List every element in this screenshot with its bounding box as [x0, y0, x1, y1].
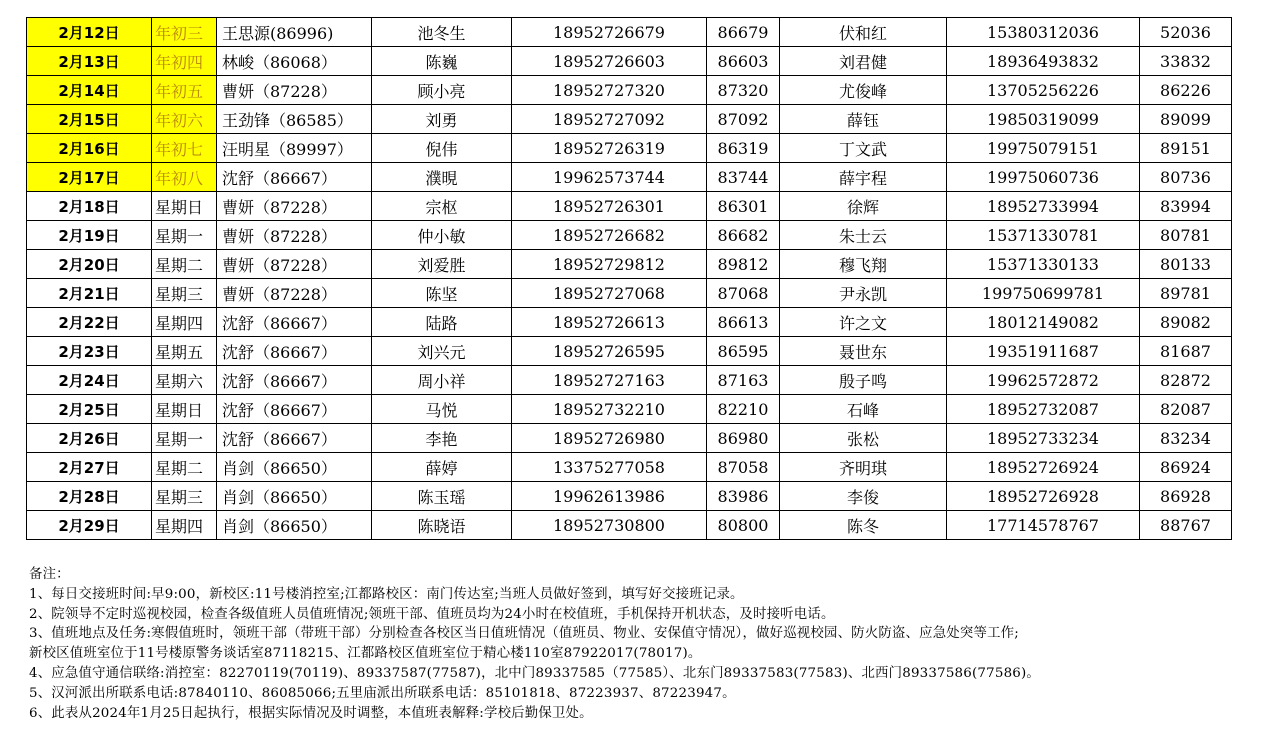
staff-phone-cell: 18952727068 — [512, 279, 707, 308]
note-line: 6、此表从2024年1月25日起执行，根据实际情况及时调整，本值班表解释:学校后勤保卫处。 — [29, 705, 593, 721]
staff-ext-cell: 86595 — [707, 337, 780, 366]
staff-ext-cell: 86682 — [707, 221, 780, 250]
leader-cell: 沈舒（86667） — [217, 424, 372, 453]
leader-cell: 沈舒（86667） — [217, 308, 372, 337]
date-cell: 2月29日 — [27, 511, 152, 540]
officer-phone-cell: 18952726928 — [947, 482, 1140, 511]
officer-name-cell: 陈冬 — [780, 511, 947, 540]
table-row — [27, 250, 1232, 279]
officer-phone-cell: 15371330781 — [947, 221, 1140, 250]
table-row — [27, 424, 1232, 453]
officer-phone-cell: 19975079151 — [947, 134, 1140, 163]
table-row — [27, 482, 1232, 511]
staff-name-cell: 仲小敏 — [372, 221, 512, 250]
officer-ext-cell: 52036 — [1140, 18, 1232, 47]
staff-name-cell: 宗枢 — [372, 192, 512, 221]
staff-phone-cell: 18952727163 — [512, 366, 707, 395]
officer-phone-cell: 18952726924 — [947, 453, 1140, 482]
date-cell: 2月26日 — [27, 424, 152, 453]
officer-phone-cell: 18952733234 — [947, 424, 1140, 453]
officer-ext-cell: 86226 — [1140, 76, 1232, 105]
officer-ext-cell: 88767 — [1140, 511, 1232, 540]
officer-name-cell: 许之文 — [780, 308, 947, 337]
note-line: 2、院领导不定时巡视校园，检查各级值班人员值班情况;领班干部、值班员均为24小时在校值班，手机保持开机状态，及时接听电话。 — [29, 606, 835, 622]
staff-phone-cell: 18952726980 — [512, 424, 707, 453]
staff-phone-cell: 18952726301 — [512, 192, 707, 221]
staff-phone-cell: 19962573744 — [512, 163, 707, 192]
weekday-cell: 星期一 — [152, 424, 217, 453]
table-row — [27, 76, 1232, 105]
officer-phone-cell: 17714578767 — [947, 511, 1140, 540]
officer-phone-cell: 19975060736 — [947, 163, 1140, 192]
officer-name-cell: 尹永凯 — [780, 279, 947, 308]
weekday-cell: 星期五 — [152, 337, 217, 366]
officer-name-cell: 聂世东 — [780, 337, 947, 366]
notes-section — [29, 565, 1254, 723]
officer-phone-cell: 18952732087 — [947, 395, 1140, 424]
table-row — [27, 366, 1232, 395]
officer-ext-cell: 81687 — [1140, 337, 1232, 366]
leader-cell: 王劲锋（86585） — [217, 105, 372, 134]
officer-ext-cell: 86924 — [1140, 453, 1232, 482]
leader-cell: 肖剑（86650） — [217, 453, 372, 482]
staff-ext-cell: 86980 — [707, 424, 780, 453]
date-cell: 2月18日 — [27, 192, 152, 221]
officer-name-cell: 李俊 — [780, 482, 947, 511]
staff-name-cell: 陆路 — [372, 308, 512, 337]
date-cell: 2月28日 — [27, 482, 152, 511]
table-row — [27, 395, 1232, 424]
staff-phone-cell: 18952732210 — [512, 395, 707, 424]
date-cell: 2月14日 — [27, 76, 152, 105]
officer-phone-cell: 19351911687 — [947, 337, 1140, 366]
weekday-cell: 年初八 — [152, 163, 217, 192]
date-cell: 2月25日 — [27, 395, 152, 424]
date-cell: 2月15日 — [27, 105, 152, 134]
leader-cell: 林峻（86068） — [217, 47, 372, 76]
weekday-cell: 星期二 — [152, 453, 217, 482]
officer-ext-cell: 80781 — [1140, 221, 1232, 250]
note-line: 5、汉河派出所联系电话:87840110、86085066;五里庙派出所联系电话：85101818、87223937、87223947。 — [29, 685, 736, 701]
leader-cell: 汪明星（89997） — [217, 134, 372, 163]
leader-cell: 沈舒（86667） — [217, 163, 372, 192]
weekday-cell: 星期日 — [152, 395, 217, 424]
staff-ext-cell: 86613 — [707, 308, 780, 337]
note-line: 新校区值班室位于11号楼原警务谈话室87118215、江都路校区值班室位于精心楼110室87922017(78017)。 — [29, 646, 702, 662]
weekday-cell: 年初七 — [152, 134, 217, 163]
duty-roster-table — [26, 17, 1232, 540]
staff-phone-cell: 18952729812 — [512, 250, 707, 279]
staff-phone-cell: 18952726679 — [512, 18, 707, 47]
table-row — [27, 105, 1232, 134]
weekday-cell: 星期四 — [152, 308, 217, 337]
leader-cell: 肖剑（86650） — [217, 482, 372, 511]
officer-phone-cell: 15371330133 — [947, 250, 1140, 279]
officer-phone-cell: 18952733994 — [947, 192, 1140, 221]
staff-phone-cell: 18952727320 — [512, 76, 707, 105]
leader-cell: 沈舒（86667） — [217, 337, 372, 366]
weekday-cell: 年初四 — [152, 47, 217, 76]
officer-ext-cell: 89082 — [1140, 308, 1232, 337]
officer-phone-cell: 15380312036 — [947, 18, 1140, 47]
officer-phone-cell: 19850319099 — [947, 105, 1140, 134]
table-row — [27, 308, 1232, 337]
officer-ext-cell: 33832 — [1140, 47, 1232, 76]
officer-ext-cell: 89099 — [1140, 105, 1232, 134]
staff-ext-cell: 86319 — [707, 134, 780, 163]
staff-ext-cell: 87058 — [707, 453, 780, 482]
table-row — [27, 163, 1232, 192]
leader-cell: 沈舒（86667） — [217, 395, 372, 424]
officer-ext-cell: 82087 — [1140, 395, 1232, 424]
staff-phone-cell: 18952727092 — [512, 105, 707, 134]
officer-name-cell: 殷子鸣 — [780, 366, 947, 395]
officer-ext-cell: 89781 — [1140, 279, 1232, 308]
staff-name-cell: 顾小亮 — [372, 76, 512, 105]
weekday-cell: 年初五 — [152, 76, 217, 105]
staff-phone-cell: 18952730800 — [512, 511, 707, 540]
staff-phone-cell: 18952726319 — [512, 134, 707, 163]
staff-ext-cell: 86679 — [707, 18, 780, 47]
weekday-cell: 星期三 — [152, 279, 217, 308]
officer-phone-cell: 13705256226 — [947, 76, 1140, 105]
officer-name-cell: 穆飞翔 — [780, 250, 947, 279]
weekday-cell: 年初六 — [152, 105, 217, 134]
staff-ext-cell: 87320 — [707, 76, 780, 105]
staff-ext-cell: 87163 — [707, 366, 780, 395]
leader-cell: 曹妍（87228） — [217, 192, 372, 221]
staff-name-cell: 陈玉瑶 — [372, 482, 512, 511]
date-cell: 2月23日 — [27, 337, 152, 366]
staff-phone-cell: 18952726682 — [512, 221, 707, 250]
date-cell: 2月21日 — [27, 279, 152, 308]
note-line: 1、每日交接班时间:早9:00，新校区:11号楼消控室;江都路校区：南门传达室;当班人员做好签到，填写好交接班记录。 — [29, 586, 744, 602]
officer-name-cell: 伏和红 — [780, 18, 947, 47]
leader-cell: 曹妍（87228） — [217, 279, 372, 308]
staff-name-cell: 陈巍 — [372, 47, 512, 76]
date-cell: 2月24日 — [27, 366, 152, 395]
date-cell: 2月20日 — [27, 250, 152, 279]
weekday-cell: 年初三 — [152, 18, 217, 47]
date-cell: 2月17日 — [27, 163, 152, 192]
date-cell: 2月27日 — [27, 453, 152, 482]
officer-ext-cell: 83234 — [1140, 424, 1232, 453]
table-row — [27, 192, 1232, 221]
date-cell: 2月13日 — [27, 47, 152, 76]
staff-name-cell: 濮晛 — [372, 163, 512, 192]
date-cell: 2月16日 — [27, 134, 152, 163]
leader-cell: 肖剑（86650） — [217, 511, 372, 540]
staff-name-cell: 倪伟 — [372, 134, 512, 163]
staff-ext-cell: 87092 — [707, 105, 780, 134]
leader-cell: 曹妍（87228） — [217, 76, 372, 105]
table-row — [27, 18, 1232, 47]
staff-name-cell: 周小祥 — [372, 366, 512, 395]
table-row — [27, 337, 1232, 366]
officer-ext-cell: 83994 — [1140, 192, 1232, 221]
officer-name-cell: 薛宇程 — [780, 163, 947, 192]
date-cell: 2月22日 — [27, 308, 152, 337]
note-line: 4、应急值守通信联络:消控室：82270119(70119)、89337587(77587)，北中门89337585（77585）、北东门89337583(77583)、北西门89337586(77586)。 — [29, 665, 1041, 681]
officer-ext-cell: 80736 — [1140, 163, 1232, 192]
staff-phone-cell: 13375277058 — [512, 453, 707, 482]
weekday-cell: 星期日 — [152, 192, 217, 221]
officer-phone-cell: 19962572872 — [947, 366, 1140, 395]
staff-name-cell: 刘勇 — [372, 105, 512, 134]
staff-name-cell: 刘爱胜 — [372, 250, 512, 279]
leader-cell: 曹妍（87228） — [217, 221, 372, 250]
officer-phone-cell: 18936493832 — [947, 47, 1140, 76]
staff-ext-cell: 86603 — [707, 47, 780, 76]
leader-cell: 王思源(86996) — [217, 18, 372, 47]
weekday-cell: 星期一 — [152, 221, 217, 250]
staff-ext-cell: 83986 — [707, 482, 780, 511]
staff-name-cell: 池冬生 — [372, 18, 512, 47]
table-row — [27, 279, 1232, 308]
officer-phone-cell: 199750699781 — [947, 279, 1140, 308]
staff-ext-cell: 87068 — [707, 279, 780, 308]
weekday-cell: 星期三 — [152, 482, 217, 511]
weekday-cell: 星期四 — [152, 511, 217, 540]
officer-name-cell: 徐辉 — [780, 192, 947, 221]
notes-title: 备注： — [29, 567, 70, 582]
officer-name-cell: 丁文武 — [780, 134, 947, 163]
officer-name-cell: 刘君健 — [780, 47, 947, 76]
roster-rows — [27, 18, 1232, 540]
officer-ext-cell: 86928 — [1140, 482, 1232, 511]
staff-name-cell: 刘兴元 — [372, 337, 512, 366]
officer-name-cell: 尤俊峰 — [780, 76, 947, 105]
staff-phone-cell: 19962613986 — [512, 482, 707, 511]
staff-name-cell: 薛婷 — [372, 453, 512, 482]
leader-cell: 曹妍（87228） — [217, 250, 372, 279]
staff-ext-cell: 86301 — [707, 192, 780, 221]
date-cell: 2月12日 — [27, 18, 152, 47]
officer-name-cell: 齐明琪 — [780, 453, 947, 482]
officer-ext-cell: 89151 — [1140, 134, 1232, 163]
weekday-cell: 星期二 — [152, 250, 217, 279]
staff-ext-cell: 89812 — [707, 250, 780, 279]
staff-phone-cell: 18952726595 — [512, 337, 707, 366]
table-row — [27, 453, 1232, 482]
officer-ext-cell: 80133 — [1140, 250, 1232, 279]
officer-name-cell: 石峰 — [780, 395, 947, 424]
staff-ext-cell: 83744 — [707, 163, 780, 192]
table-row — [27, 511, 1232, 540]
officer-name-cell: 薛钰 — [780, 105, 947, 134]
table-row — [27, 134, 1232, 163]
staff-name-cell: 陈晓语 — [372, 511, 512, 540]
staff-name-cell: 马悦 — [372, 395, 512, 424]
staff-name-cell: 陈坚 — [372, 279, 512, 308]
officer-ext-cell: 82872 — [1140, 366, 1232, 395]
staff-phone-cell: 18952726603 — [512, 47, 707, 76]
table-row — [27, 47, 1232, 76]
leader-cell: 沈舒（86667） — [217, 366, 372, 395]
staff-name-cell: 李艳 — [372, 424, 512, 453]
officer-name-cell: 张松 — [780, 424, 947, 453]
weekday-cell: 星期六 — [152, 366, 217, 395]
officer-phone-cell: 18012149082 — [947, 308, 1140, 337]
staff-phone-cell: 18952726613 — [512, 308, 707, 337]
staff-ext-cell: 82210 — [707, 395, 780, 424]
table-row — [27, 221, 1232, 250]
officer-name-cell: 朱士云 — [780, 221, 947, 250]
date-cell: 2月19日 — [27, 221, 152, 250]
note-line: 3、值班地点及任务:寒假值班时，领班干部（带班干部）分别检查各校区当日值班情况（值班员、物业、安保值守情况），做好巡视校园、防火防盗、应急处突等工作; — [29, 626, 1019, 642]
staff-ext-cell: 80800 — [707, 511, 780, 540]
